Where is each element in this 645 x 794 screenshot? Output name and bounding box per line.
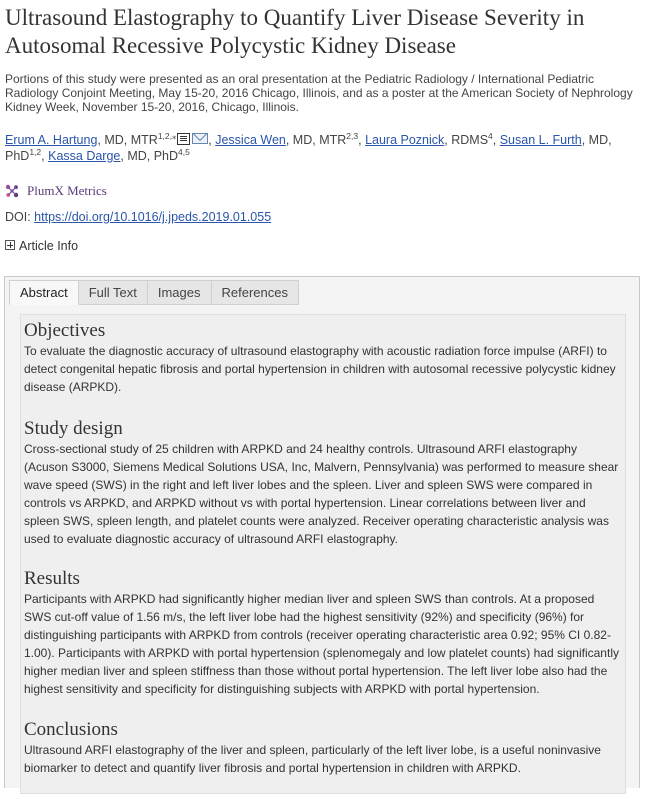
- author-separator: ,: [358, 133, 366, 147]
- author-link-wen[interactable]: Jessica Wen: [215, 133, 286, 147]
- author-credentials: , MD, PhD: [5, 133, 612, 163]
- author-affiliations: 4,5: [178, 146, 190, 157]
- section-heading: Conclusions: [24, 719, 118, 740]
- plumx-link[interactable]: PlumX Metrics: [27, 183, 107, 198]
- conclusions-section: [24, 719, 622, 777]
- section-text: Ultrasound ARFI elastography of the liver and spleen, particularly of the left liver lobe, is a useful noninvasive biomarker to detect and quantify liver fibrosis and portal hypertension in children with ARPKD.: [24, 743, 601, 775]
- section-heading: Study design: [24, 418, 123, 439]
- article-info-label: Article Info: [19, 239, 79, 253]
- tab-images[interactable]: Images: [148, 280, 212, 305]
- article-tabs-panel: [4, 276, 640, 788]
- author-credentials: , MD, MTR: [97, 133, 158, 147]
- author-separator: ,: [208, 133, 216, 147]
- tab-references[interactable]: References: [212, 280, 299, 305]
- author-affiliations: 4: [488, 130, 493, 141]
- objectives-section: [24, 320, 622, 396]
- section-heading: Results: [24, 568, 80, 589]
- doi-link[interactable]: https://doi.org/10.1016/j.jpeds.2019.01.055: [34, 210, 272, 224]
- author-affiliations: 2,3: [346, 130, 359, 141]
- section-text: To evaluate the diagnostic accuracy of ultrasound elastography with acoustic radiation force impulse (ARFI) to detect congenital hepatic fibrosis and portal hypertension in children with autosomal recessive polycystic kidney disease (ARPKD).: [24, 344, 616, 394]
- section-heading: Objectives: [24, 320, 106, 341]
- author-affiliations: 1,2: [29, 146, 42, 157]
- article-info-toggle[interactable]: [5, 239, 78, 253]
- author-separator: ,: [492, 133, 500, 147]
- corresponding-author-mark: ⁎: [172, 130, 177, 141]
- author-separator: ,: [41, 149, 49, 163]
- plumx-icon: [5, 184, 19, 198]
- section-text: Cross-sectional study of 25 children with ARPKD and 24 healthy controls. Ultrasound ARFI elastography (Acuson S3000, Siemens Medical Solutions USA, Inc, Malvern, Pennsylvania) was performed to measure shear wave speed (SWS) in the right and left liver lobes and the spleen. Liver and spleen SWS were compared in controls vs ARPKD, and ARPKD without vs with portal hypertension. Linear correlations between liver and spleen SWS, spleen length, and platelet counts were analyzed. Receiver operating characteristic analysis was used to evaluate diagnostic accuracy of ultrasound ARFI elastography.: [24, 442, 619, 546]
- section-text: Participants with ARPKD had significantly higher median liver and spleen SWS than controls. At a proposed SWS cut-off value of 1.56 m/s, the left liver lobe had the highest sensitivity (92%) and specificity (96%) for distinguishing participants with ARPKD from controls (receiver operating characteristic area 0.92; 95% CI 0.82-1.00). Participants with ARPKD with portal hypertension (splenomegaly and low platelet counts) had significantly higher median liver and spleen stiffness than those without portal hypertension. The left liver lobe also had the highest sensitivity and specificity for distinguishing subjects with ARPKD with portal hypertension.: [24, 592, 619, 696]
- study-design-section: [24, 418, 622, 548]
- tab-bar: [9, 280, 299, 306]
- author-credentials: , RDMS: [444, 133, 489, 147]
- doi-label: DOI:: [5, 210, 35, 224]
- author-link-hartung[interactable]: Erum A. Hartung: [5, 133, 98, 147]
- tab-full-text[interactable]: Full Text: [79, 280, 148, 305]
- expand-plus-icon[interactable]: [5, 240, 15, 250]
- author-credentials: , MD, PhD: [120, 149, 179, 163]
- doi-line: [5, 210, 271, 224]
- presentation-note: Portions of this study were presented as an oral presentation at the Pediatric Radiology / International Pediatric Radiology Conjoint Meeting, May 15-20, 2016 Chicago, Illinois, and as a poster at the American Society of Nephrology Kidney Week, November 15-20, 2016, Chicago, Illinois.: [5, 72, 633, 114]
- article-title: Ultrasound Elastography to Quantify Liver Disease Severity in Autosomal Recessive Polycystic Kidney Disease: [5, 5, 585, 58]
- plumx-metrics[interactable]: [5, 183, 107, 199]
- correspondence-icon[interactable]: [177, 133, 190, 145]
- results-section: [24, 568, 622, 698]
- author-affiliations: 1,2,: [157, 130, 173, 141]
- email-icon[interactable]: [192, 133, 208, 144]
- author-link-poznick[interactable]: Laura Poznick: [365, 133, 445, 147]
- author-credentials: , MD, MTR: [285, 133, 347, 147]
- abstract-content: [20, 314, 626, 794]
- tab-abstract[interactable]: Abstract: [9, 280, 79, 305]
- author-link-furth[interactable]: Susan L. Furth: [499, 133, 582, 147]
- author-link-darge[interactable]: Kassa Darge: [48, 149, 121, 163]
- author-list: [5, 132, 641, 164]
